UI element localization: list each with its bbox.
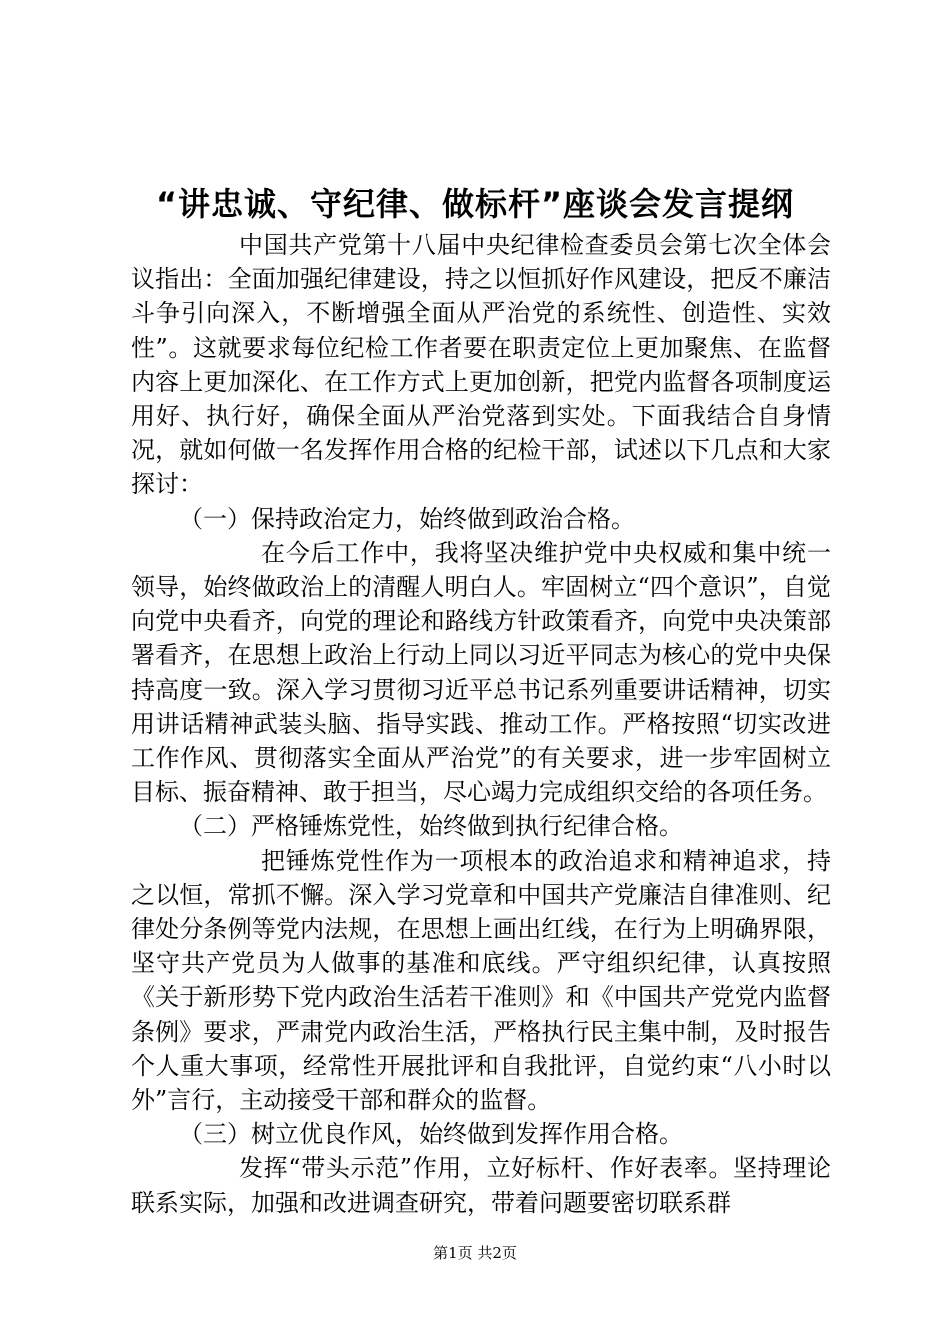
- section-2-paragraph: 把锤炼党性作为一项根本的政治追求和精神追求，持之以恒，常抓不懈。深入学习党章和中国共产党廉洁自律准则、纪律处分条例等党内法规，在思想上画出红线，在行为上明确界限，坚守共产党员为人做事的基准和底线。严守组织纪律，认真按照《关于新形势下党内政治生活若干准则》和《中国共产党党内监督条例》要求，严肃党内政治生活，严格执行民主集中制，及时报告个人重大事项，经常性开展批评和自我批评，自觉约束“八小时以外”言行，主动接受干部和群众的监督。: [131, 846, 831, 1115]
- section-1-paragraph: 在今后工作中，我将坚决维护党中央权威和集中统一领导，始终做政治上的清醒人明白人。牢固树立“四个意识”，自觉向党中央看齐，向党的理论和路线方针政策看齐，向党中央决策部署看齐，在思想上政治上行动上同以习近平同志为核心的党中央保持高度一致。深入学习贯彻习近平总书记系列重要讲话精神，切实用讲话精神武装头脑、指导实践、推动工作。严格按照“切实改进工作作风、贯彻落实全面从严治党”的有关要求，进一步牢固树立目标、振奋精神、敢于担当，尽心竭力完成组织交给的各项任务。: [131, 538, 831, 807]
- document-title: “讲忠诚、守纪律、做标杆”座谈会发言提纲: [155, 185, 795, 223]
- section-3-paragraph: 发挥“带头示范”作用，立好标杆、作好表率。坚持理论联系实际，加强和改进调查研究，带着问题要密切联系群: [131, 1154, 831, 1217]
- document-body: [131, 228, 831, 1220]
- section-2-heading: （二）严格锤炼党性，始终做到执行纪律合格。: [179, 812, 683, 841]
- intro-paragraph: 中国共产党第十八届中央纪律检查委员会第七次全体会议指出：全面加强纪律建设，持之以恒抓好作风建设，把反不廉洁斗争引向深入，不断增强全面从严治党的系统性、创造性、实效性”。这就要求每位纪检工作者要在职责定位上更加聚焦、在监督内容上更加深化、在工作方式上更加创新，把党内监督各项制度运用好、执行好，确保全面从严治党落到实处。下面我结合自身情况，就如何做一名发挥作用合格的纪检干部，试述以下几点和大家探讨：: [131, 231, 831, 499]
- section-1-heading: （一）保持政治定力，始终做到政治合格。: [179, 504, 635, 533]
- section-3-heading: （三）树立优良作风，始终做到发挥作用合格。: [179, 1120, 683, 1149]
- page-footer: 第1页 共2页: [433, 1244, 517, 1262]
